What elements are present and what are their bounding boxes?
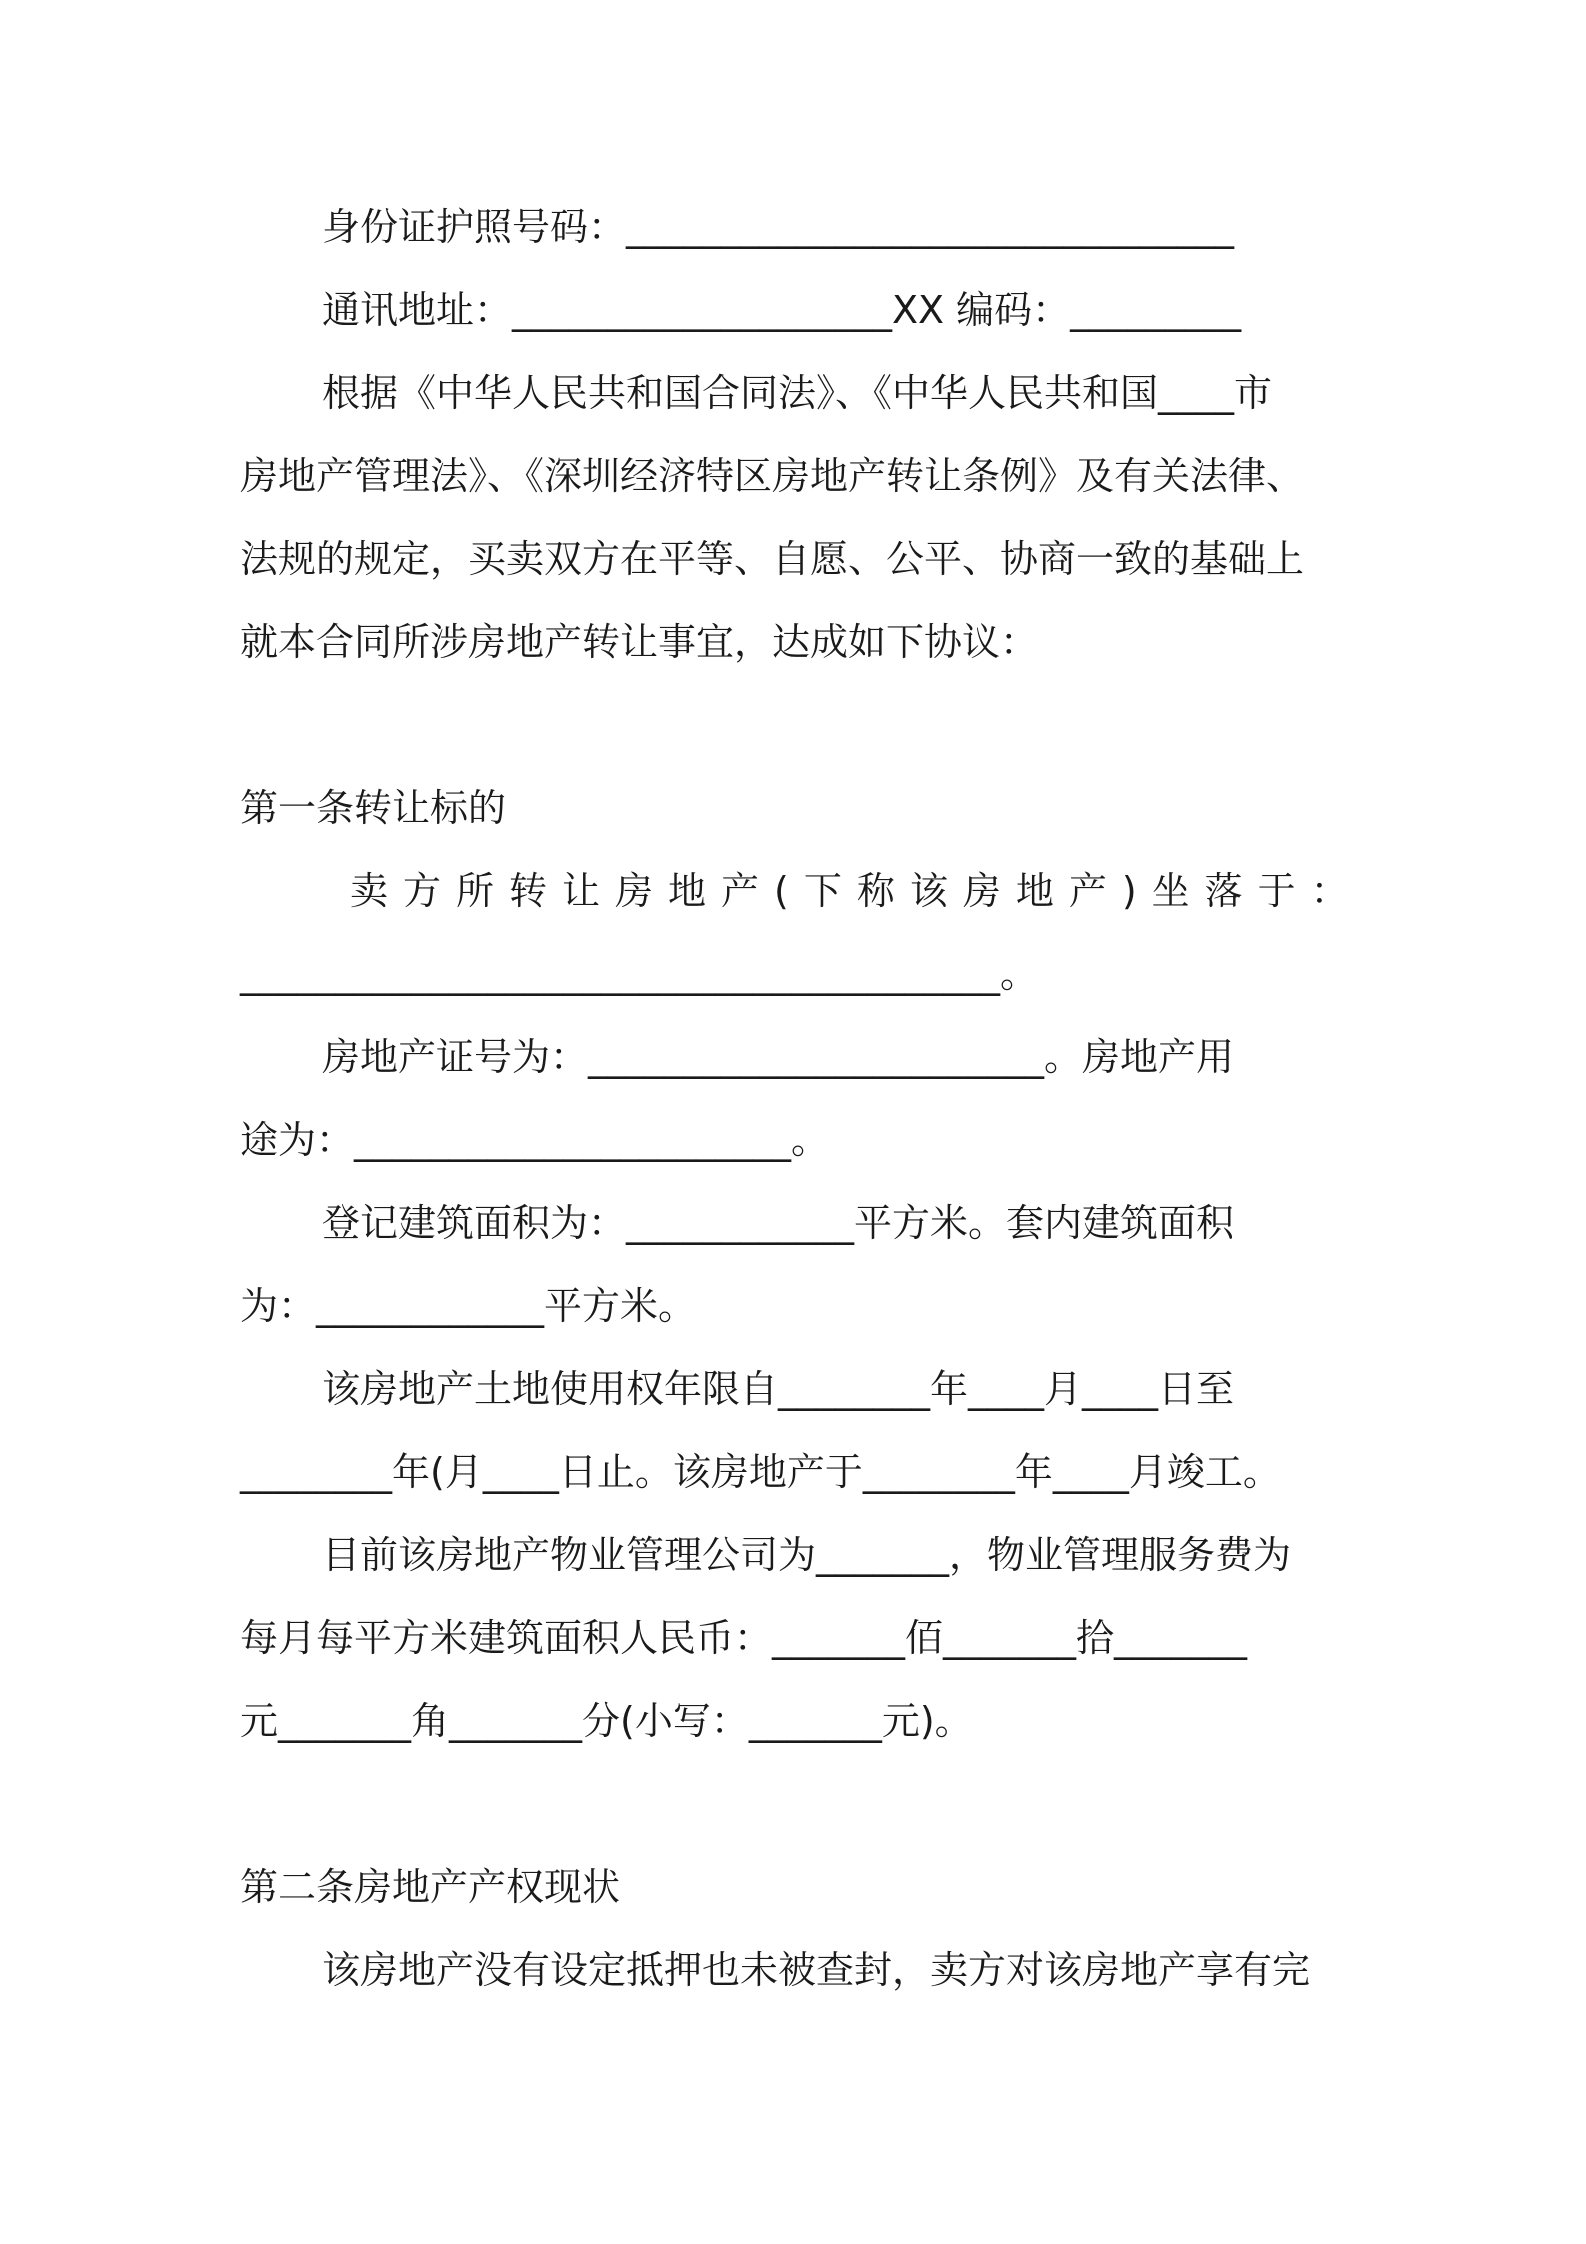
preamble-line-4: 就本合同所涉房地产转让事宜，达成如下协议：: [240, 620, 1039, 664]
property-management-line-1: 目前该房地产物业管理公司为_______，物业管理服务费为: [322, 1533, 1292, 1577]
property-management-line-2: 每月每平方米建筑面积人民币：_______佰_______拾_______: [240, 1616, 1248, 1660]
property-location-line: 卖方所转让房地产(下称该房地产)坐落于：: [350, 869, 1364, 913]
property-management-line-3: 元_______角_______分(小写：_______元)。: [240, 1699, 973, 1743]
preamble-line-2: 房地产管理法》、《深圳经济特区房地产转让条例》及有关法律、: [240, 454, 1305, 498]
land-use-term-line-1: 该房地产土地使用权年限自________年____月____日至: [322, 1367, 1235, 1411]
mailing-address-line: 通讯地址：____________________XX 编码：_________: [322, 288, 1242, 332]
inner-area-line: 为：____________平方米。: [240, 1284, 697, 1328]
article-2-heading: 第二条房地产产权现状: [240, 1865, 621, 1909]
land-use-term-line-2: ________年(月____日止。该房地产于________年____月竣工。: [240, 1450, 1281, 1494]
preamble-line-1: 根据《中华人民共和国合同法》、《中华人民共和国____市: [322, 371, 1273, 415]
certificate-number-line: 房地产证号为：________________________。房地产用: [322, 1035, 1235, 1079]
article-1-heading: 第一条转让标的: [240, 786, 507, 830]
title-status-line-1: 该房地产没有设定抵押也未被查封，卖方对该房地产享有完: [322, 1948, 1311, 1992]
property-location-blank: ________________________________________。: [240, 952, 1039, 996]
preamble-line-3: 法规的规定，买卖双方在平等、自愿、公平、协商一致的基础上: [240, 537, 1305, 581]
registered-area-line: 登记建筑面积为：____________平方米。套内建筑面积: [322, 1201, 1235, 1245]
id-passport-number-line: 身份证护照号码：________________________________: [322, 205, 1235, 249]
property-use-line: 途为：_______________________。: [240, 1118, 830, 1162]
